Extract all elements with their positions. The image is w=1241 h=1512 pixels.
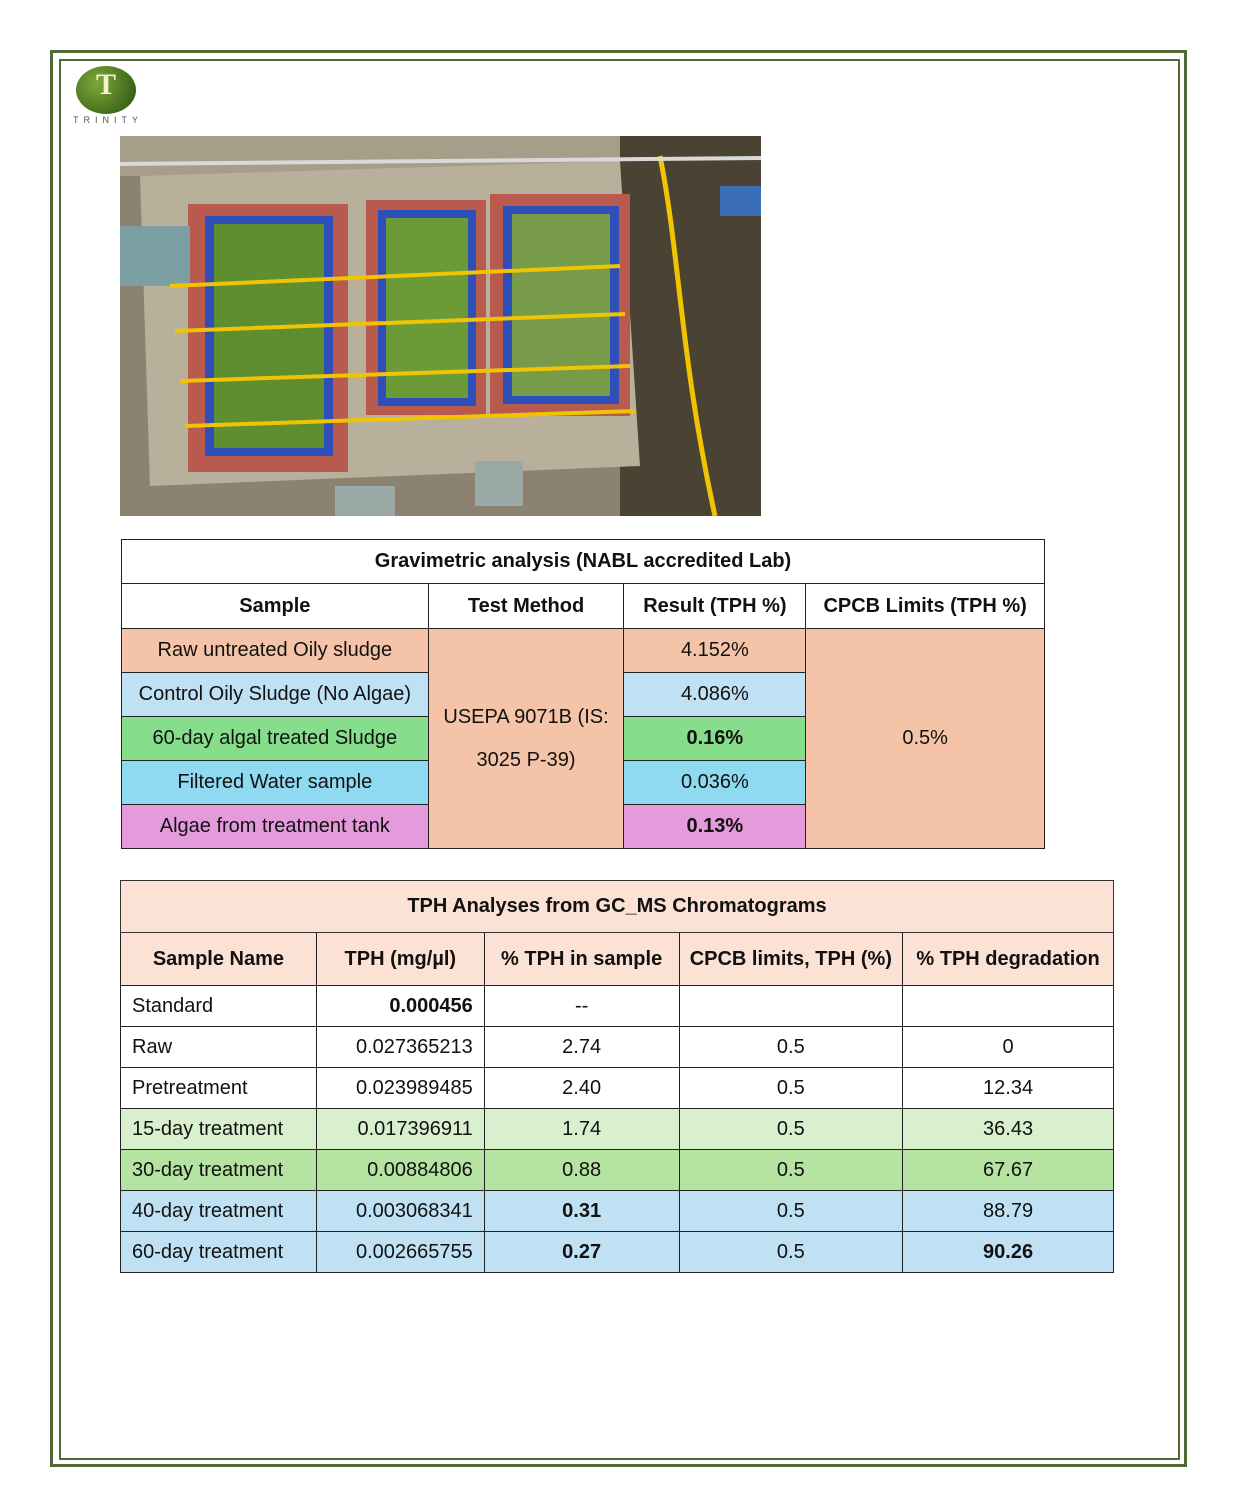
tph-degradation: 88.79 [903,1191,1114,1232]
tph-value: 0.023989485 [316,1068,484,1109]
gravimetric-table-title: Gravimetric analysis (NABL accredited Lab) [122,540,1045,584]
tph-degradation: 12.34 [903,1068,1114,1109]
gravimetric-header-result: Result (TPH %) [624,584,806,629]
tph-header-cpcb: CPCB limits, TPH (%) [679,933,903,986]
tph-degradation: 0 [903,1027,1114,1068]
tph-pct: 1.74 [484,1109,679,1150]
gravimetric-sample-cell: Algae from treatment tank [122,805,429,849]
tph-value: 0.002665755 [316,1232,484,1273]
tph-cpcb: 0.5 [679,1027,903,1068]
tph-degradation: 67.67 [903,1150,1114,1191]
tph-pct: 0.27 [484,1232,679,1273]
tph-sample-name: 40-day treatment [121,1191,317,1232]
tph-cpcb: 0.5 [679,1068,903,1109]
tph-table-title: TPH Analyses from GC_MS Chromatograms [121,881,1114,933]
tph-value: 0.000456 [316,986,484,1027]
gravimetric-cpcb-cell: 0.5% [806,629,1045,849]
tph-row [121,986,1114,1027]
tph-degradation: 36.43 [903,1109,1114,1150]
tph-degradation [903,986,1114,1027]
tph-row [121,1232,1114,1273]
logo-letter: T [95,68,116,101]
tph-value: 0.017396911 [316,1109,484,1150]
gravimetric-header-test-method: Test Method [428,584,624,629]
tph-value: 0.027365213 [316,1027,484,1068]
tph-sample-name: 30-day treatment [121,1150,317,1191]
tph-row [121,1150,1114,1191]
gravimetric-result-cell: 4.152% [624,629,806,673]
tph-value: 0.00884806 [316,1150,484,1191]
tph-cpcb: 0.5 [679,1109,903,1150]
gravimetric-row [122,629,1045,673]
gravimetric-result-cell: 0.036% [624,761,806,805]
tph-row [121,1027,1114,1068]
tph-sample-name: Standard [121,986,317,1027]
tph-degradation: 90.26 [903,1232,1114,1273]
gravimetric-result-cell: 0.13% [624,805,806,849]
tph-pct: 2.74 [484,1027,679,1068]
tph-cpcb: 0.5 [679,1150,903,1191]
tph-header-sample-name: Sample Name [121,933,317,986]
tph-header-degradation: % TPH degradation [903,933,1114,986]
tph-row [121,1191,1114,1232]
gravimetric-result-cell: 0.16% [624,717,806,761]
gravimetric-header-cpcb: CPCB Limits (TPH %) [806,584,1045,629]
trinity-logo [68,64,148,128]
tph-pct: 2.40 [484,1068,679,1109]
tph-row [121,1109,1114,1150]
gravimetric-test-method-cell: USEPA 9071B (IS: 3025 P-39) [428,629,624,849]
tph-header-tph: TPH (mg/µl) [316,933,484,986]
tph-pct: 0.31 [484,1191,679,1232]
tph-cpcb: 0.5 [679,1232,903,1273]
tph-sample-name: Raw [121,1027,317,1068]
tph-header-pct-in-sample: % TPH in sample [484,933,679,986]
tph-cpcb [679,986,903,1027]
tph-gcms-table [120,880,1114,1273]
algal-treatment-tanks-photo [120,136,761,516]
tph-sample-name: 15-day treatment [121,1109,317,1150]
tph-row [121,1068,1114,1109]
logo-wordmark: TRINITY [73,115,143,125]
tank-photo-illustration [120,136,761,516]
gravimetric-sample-cell: Raw untreated Oily sludge [122,629,429,673]
gravimetric-result-cell: 4.086% [624,673,806,717]
tph-pct: 0.88 [484,1150,679,1191]
gravimetric-header-sample: Sample [122,584,429,629]
gravimetric-sample-cell: Control Oily Sludge (No Algae) [122,673,429,717]
tph-sample-name: 60-day treatment [121,1232,317,1273]
tph-pct: -- [484,986,679,1027]
tph-sample-name: Pretreatment [121,1068,317,1109]
tph-value: 0.003068341 [316,1191,484,1232]
gravimetric-sample-cell: 60-day algal treated Sludge [122,717,429,761]
gravimetric-analysis-table [121,539,1045,849]
gravimetric-sample-cell: Filtered Water sample [122,761,429,805]
tph-cpcb: 0.5 [679,1191,903,1232]
